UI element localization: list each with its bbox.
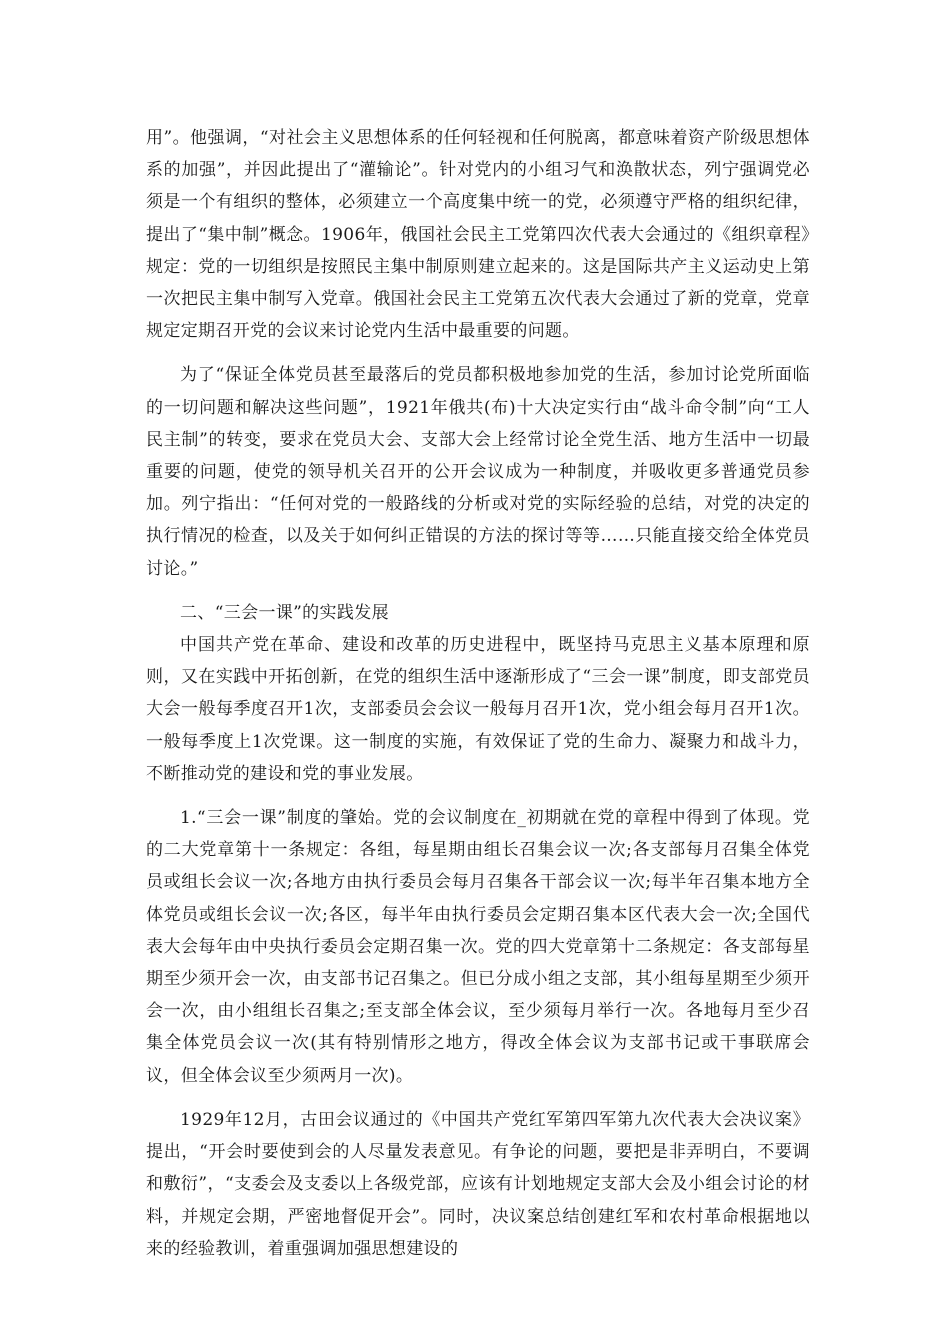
paragraph-gutian-meeting: 1929年12月，古田会议通过的《中国共产党红军第四军第九次代表大会决议案》提出，“开会时要使到会的人尽量发表意见。有争论的问题，要把是非弄明白，不要调和敷衍”，“支委会及支委以上各级党部，应该有计划地规定支部大会及小组会讨论的材料，并规定会期，严密地督促开会”。同时，决议案总结创建红军和农村革命根据地以来的经验教训，着重强调加强思想建设的 xyxy=(146,1109,810,1259)
document-page xyxy=(146,122,810,1265)
section-heading: 二、“三会一课”的实践发展 xyxy=(180,602,389,623)
paragraph-system-origin: 1.“三会一课”制度的肇始。党的会议制度在_初期就在党的章程中得到了体现。党的二大党章第十一条规定：各组，每星期由组长召集会议一次;各支部每月召集全体党员或组长会议一次;各地方由执行委员会每月召集各干部会议一次;每半年召集本地方全体党员或组长会议一次;各区，每半年由执行委员会定期召集本区代表大会一次;全国代表大会每年由中央执行委员会定期召集一次。党的四大党章第十二条规定：各支部每星期至少须开会一次，由支部书记召集之。但已分成小组之支部，其小组每星期至少须开会一次，由小组组长召集之;至支部全体会议，至少须每月举行一次。各地每月至少召集全体党员会议一次(其有特别情形之地方，得改全体会议为支部书记或干事联席会议，但全体会议至少须两月一次)。 xyxy=(146,808,810,1086)
paragraph-practice-development: 中国共产党在革命、建设和改革的历史进程中，既坚持马克思主义基本原理和原则，又在实践中开拓创新，在党的组织生活中逐渐形成了“三会一课”制度，即支部党员大会一般每季度召开1次，支部委员会会议一般每月召开1次，党小组会每月召开1次。一般每季度上1次党课。这一制度的实施，有效保证了党的生命力、凝聚力和战斗力，不断推动党的建设和党的事业发展。 xyxy=(146,635,810,784)
paragraph-leninism-continued: 用”。他强调，“对社会主义思想体系的任何轻视和任何脱离，都意味着资产阶级思想体系的加强”，并因此提出了“灌输论”。针对党内的小组习气和涣散状态，列宁强调党必须是一个有组织的整体，必须建立一个高度集中统一的党，必须遵守严格的组织纪律，提出了“集中制”概念。1906年，俄国社会民主工党第四次代表大会通过的《组织章程》规定：党的一切组织是按照民主集中制原则建立起来的。这是国际共产主义运动史上第一次把民主集中制写入党章。俄国社会民主工党第五次代表大会通过了新的党章，党章规定定期召开党的会议来讨论党内生活中最重要的问题。 xyxy=(146,128,810,342)
paragraph-workers-democracy: 为了“保证全体党员甚至最落后的党员都积极地参加党的生活，参加讨论党所面临的一切问题和解决这些问题”，1921年俄共(布)十大决定实行由“战斗命令制”向“工人民主制”的转变，要求在党员大会、支部大会上经常讨论全党生活、地方生活中一切最重要的问题，使党的领导机关召开的公开会议成为一种制度，并吸收更多普通党员参加。列宁指出：“任何对党的一般路线的分析或对党的实际经验的总结，对党的决定的执行情况的检查，以及关于如何纠正错误的方法的探讨等等……只能直接交给全体党员讨论。” xyxy=(146,365,810,579)
